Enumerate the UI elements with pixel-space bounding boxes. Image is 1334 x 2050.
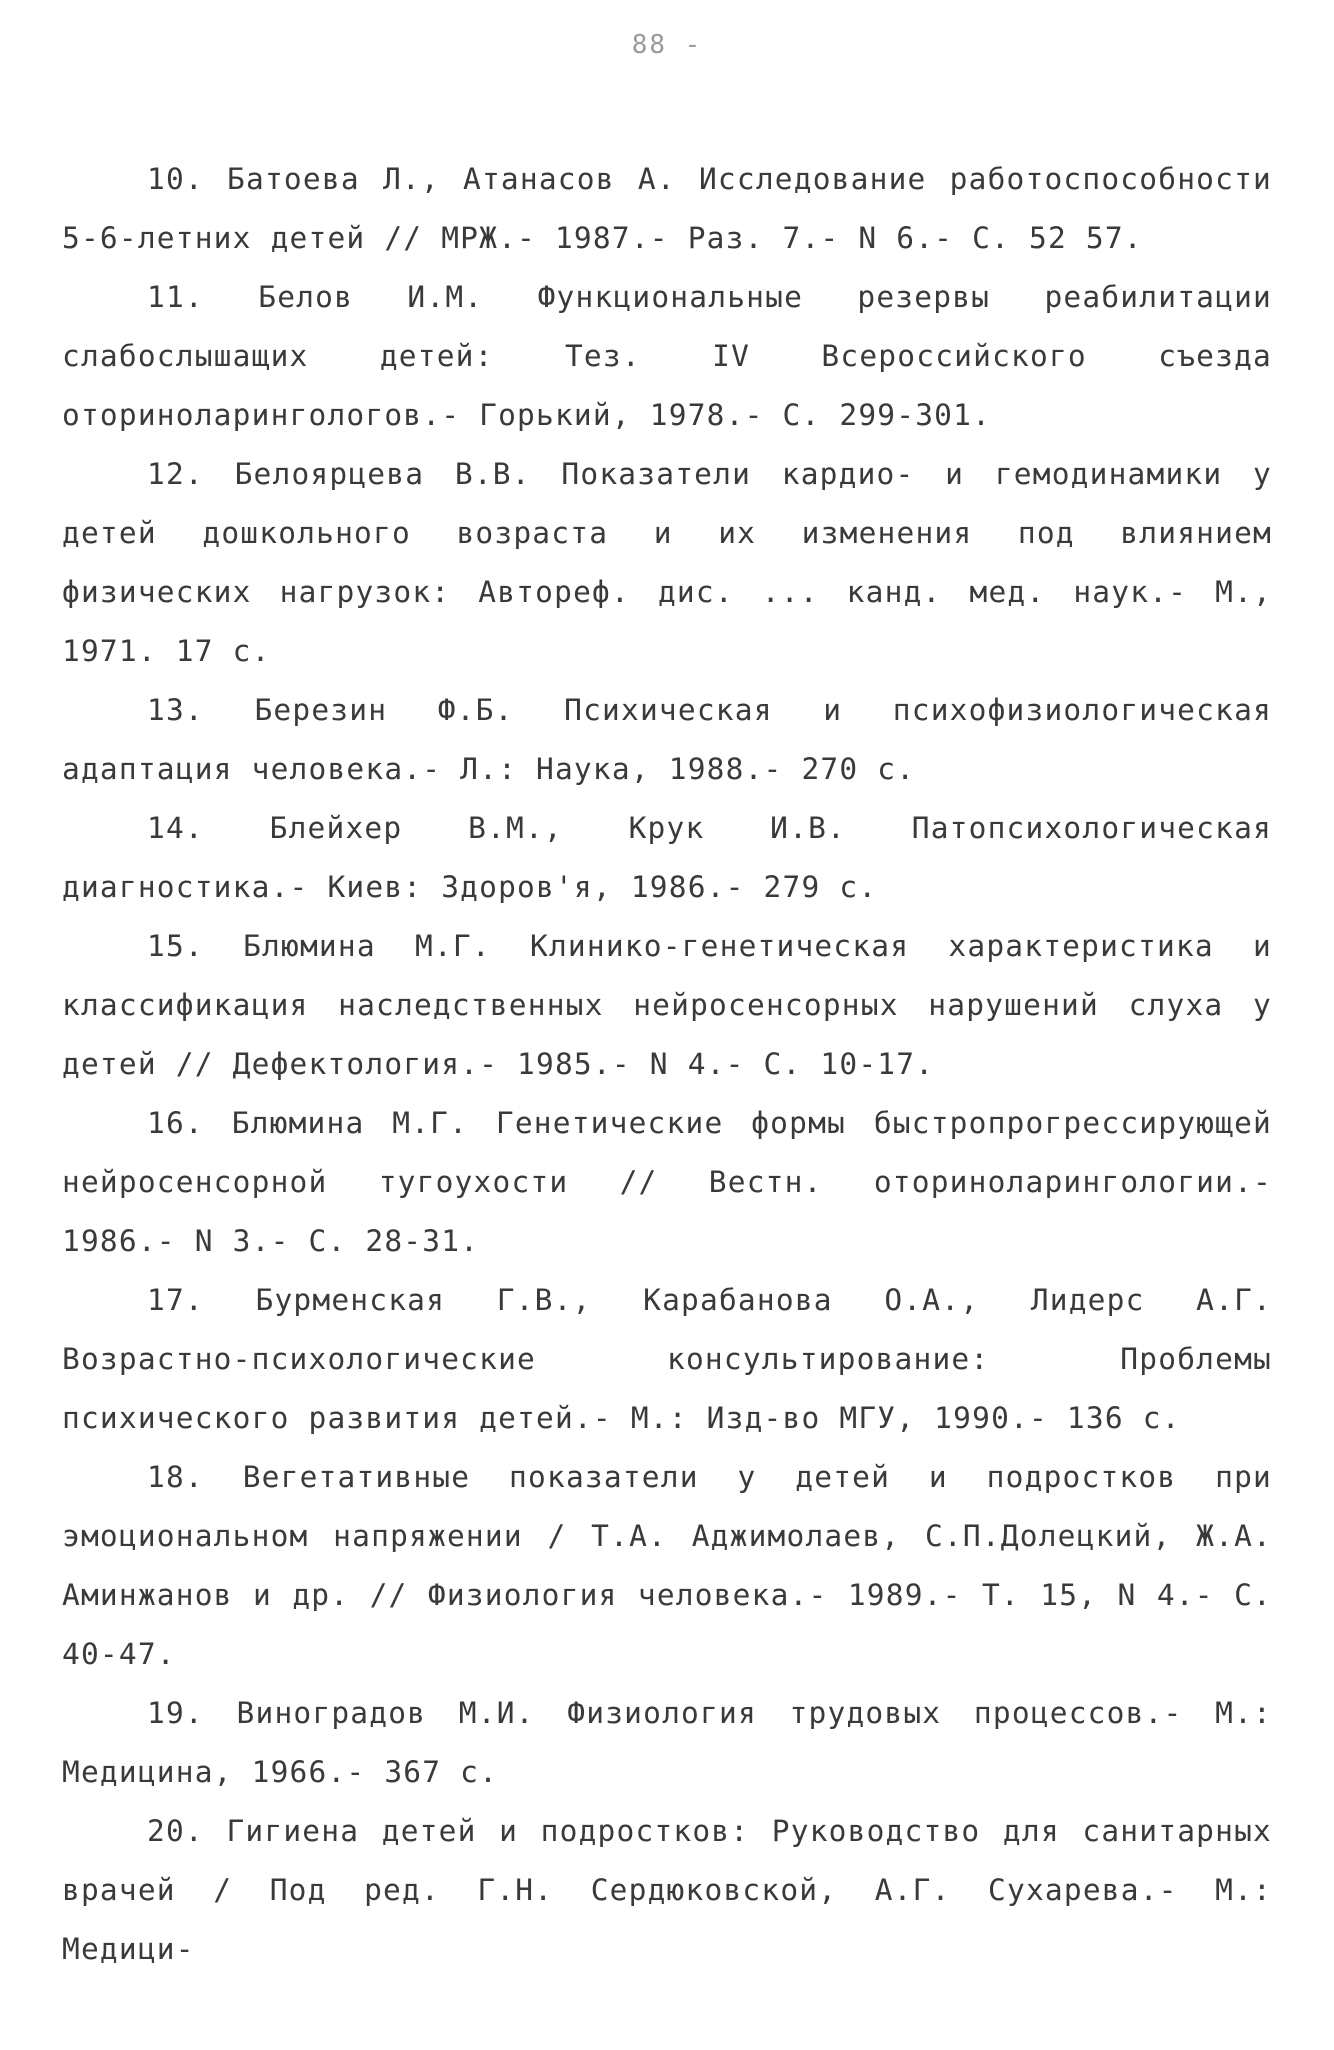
page-number: 88 - — [631, 30, 703, 60]
reference-item: 20. Гигиена детей и подростков: Руководство для санитарных врачей / Под ред. Г.Н. Сердюковской, А.Г. Сухарева.- М.: Медици- — [62, 1814, 1272, 1966]
reference-item: 18. Вегетативные показатели у детей и подростков при эмоциональном напряжении / Т.А. Аджимолаев, С.П.Долецкий, Ж.А. Аминжанов и др. // Физиология человека.- 1989.- Т. 15, N 4.- С. 40-47. — [62, 1460, 1272, 1671]
reference-item: 19. Виноградов М.И. Физиология трудовых процессов.- М.: Медицина, 1966.- 367 с. — [62, 1696, 1272, 1789]
reference-item: 10. Батоева Л., Атанасов А. Исследование работоспособности 5-6-летних детей // МРЖ.- 1987.- Раз. 7.- N 6.- С. 52 57. — [62, 162, 1272, 255]
reference-item: 15. Блюмина М.Г. Клинико-генетическая характеристика и классификация наследственных нейросенсорных нарушений слуха у детей // Дефектология.- 1985.- N 4.- С. 10-17. — [62, 929, 1272, 1081]
reference-item: 16. Блюмина М.Г. Генетические формы быстропрогрессирующей нейросенсорной тугоухости // Вестн. оториноларингологии.- 1986.- N 3.- С. 28-31. — [62, 1106, 1272, 1258]
reference-item: 11. Белов И.М. Функциональные резервы реабилитации слабослышащих детей: Тез. IV Всероссийского съезда оториноларингологов.- Горький, 1978.- С. 299-301. — [62, 280, 1272, 432]
reference-item: 13. Березин Ф.Б. Психическая и психофизиологическая адаптация человека.- Л.: Наука, 1988.- 270 с. — [62, 693, 1272, 786]
reference-list — [62, 150, 1272, 1979]
reference-item: 14. Блейхер В.М., Крук И.В. Патопсихологическая диагностика.- Киев: Здоров'я, 1986.- 279 с. — [62, 811, 1272, 904]
reference-item: 17. Бурменская Г.В., Карабанова О.А., Лидерс А.Г. Возрастно-психологические консультирование: Проблемы психического развития детей.- М.: Изд-во МГУ, 1990.- 136 с. — [62, 1283, 1272, 1435]
reference-item: 12. Белоярцева В.В. Показатели кардио- и гемодинамики у детей дошкольного возраста и их изменения под влиянием физических нагрузок: Автореф. дис. ... канд. мед. наук.- М., 1971. 17 с. — [62, 457, 1272, 668]
